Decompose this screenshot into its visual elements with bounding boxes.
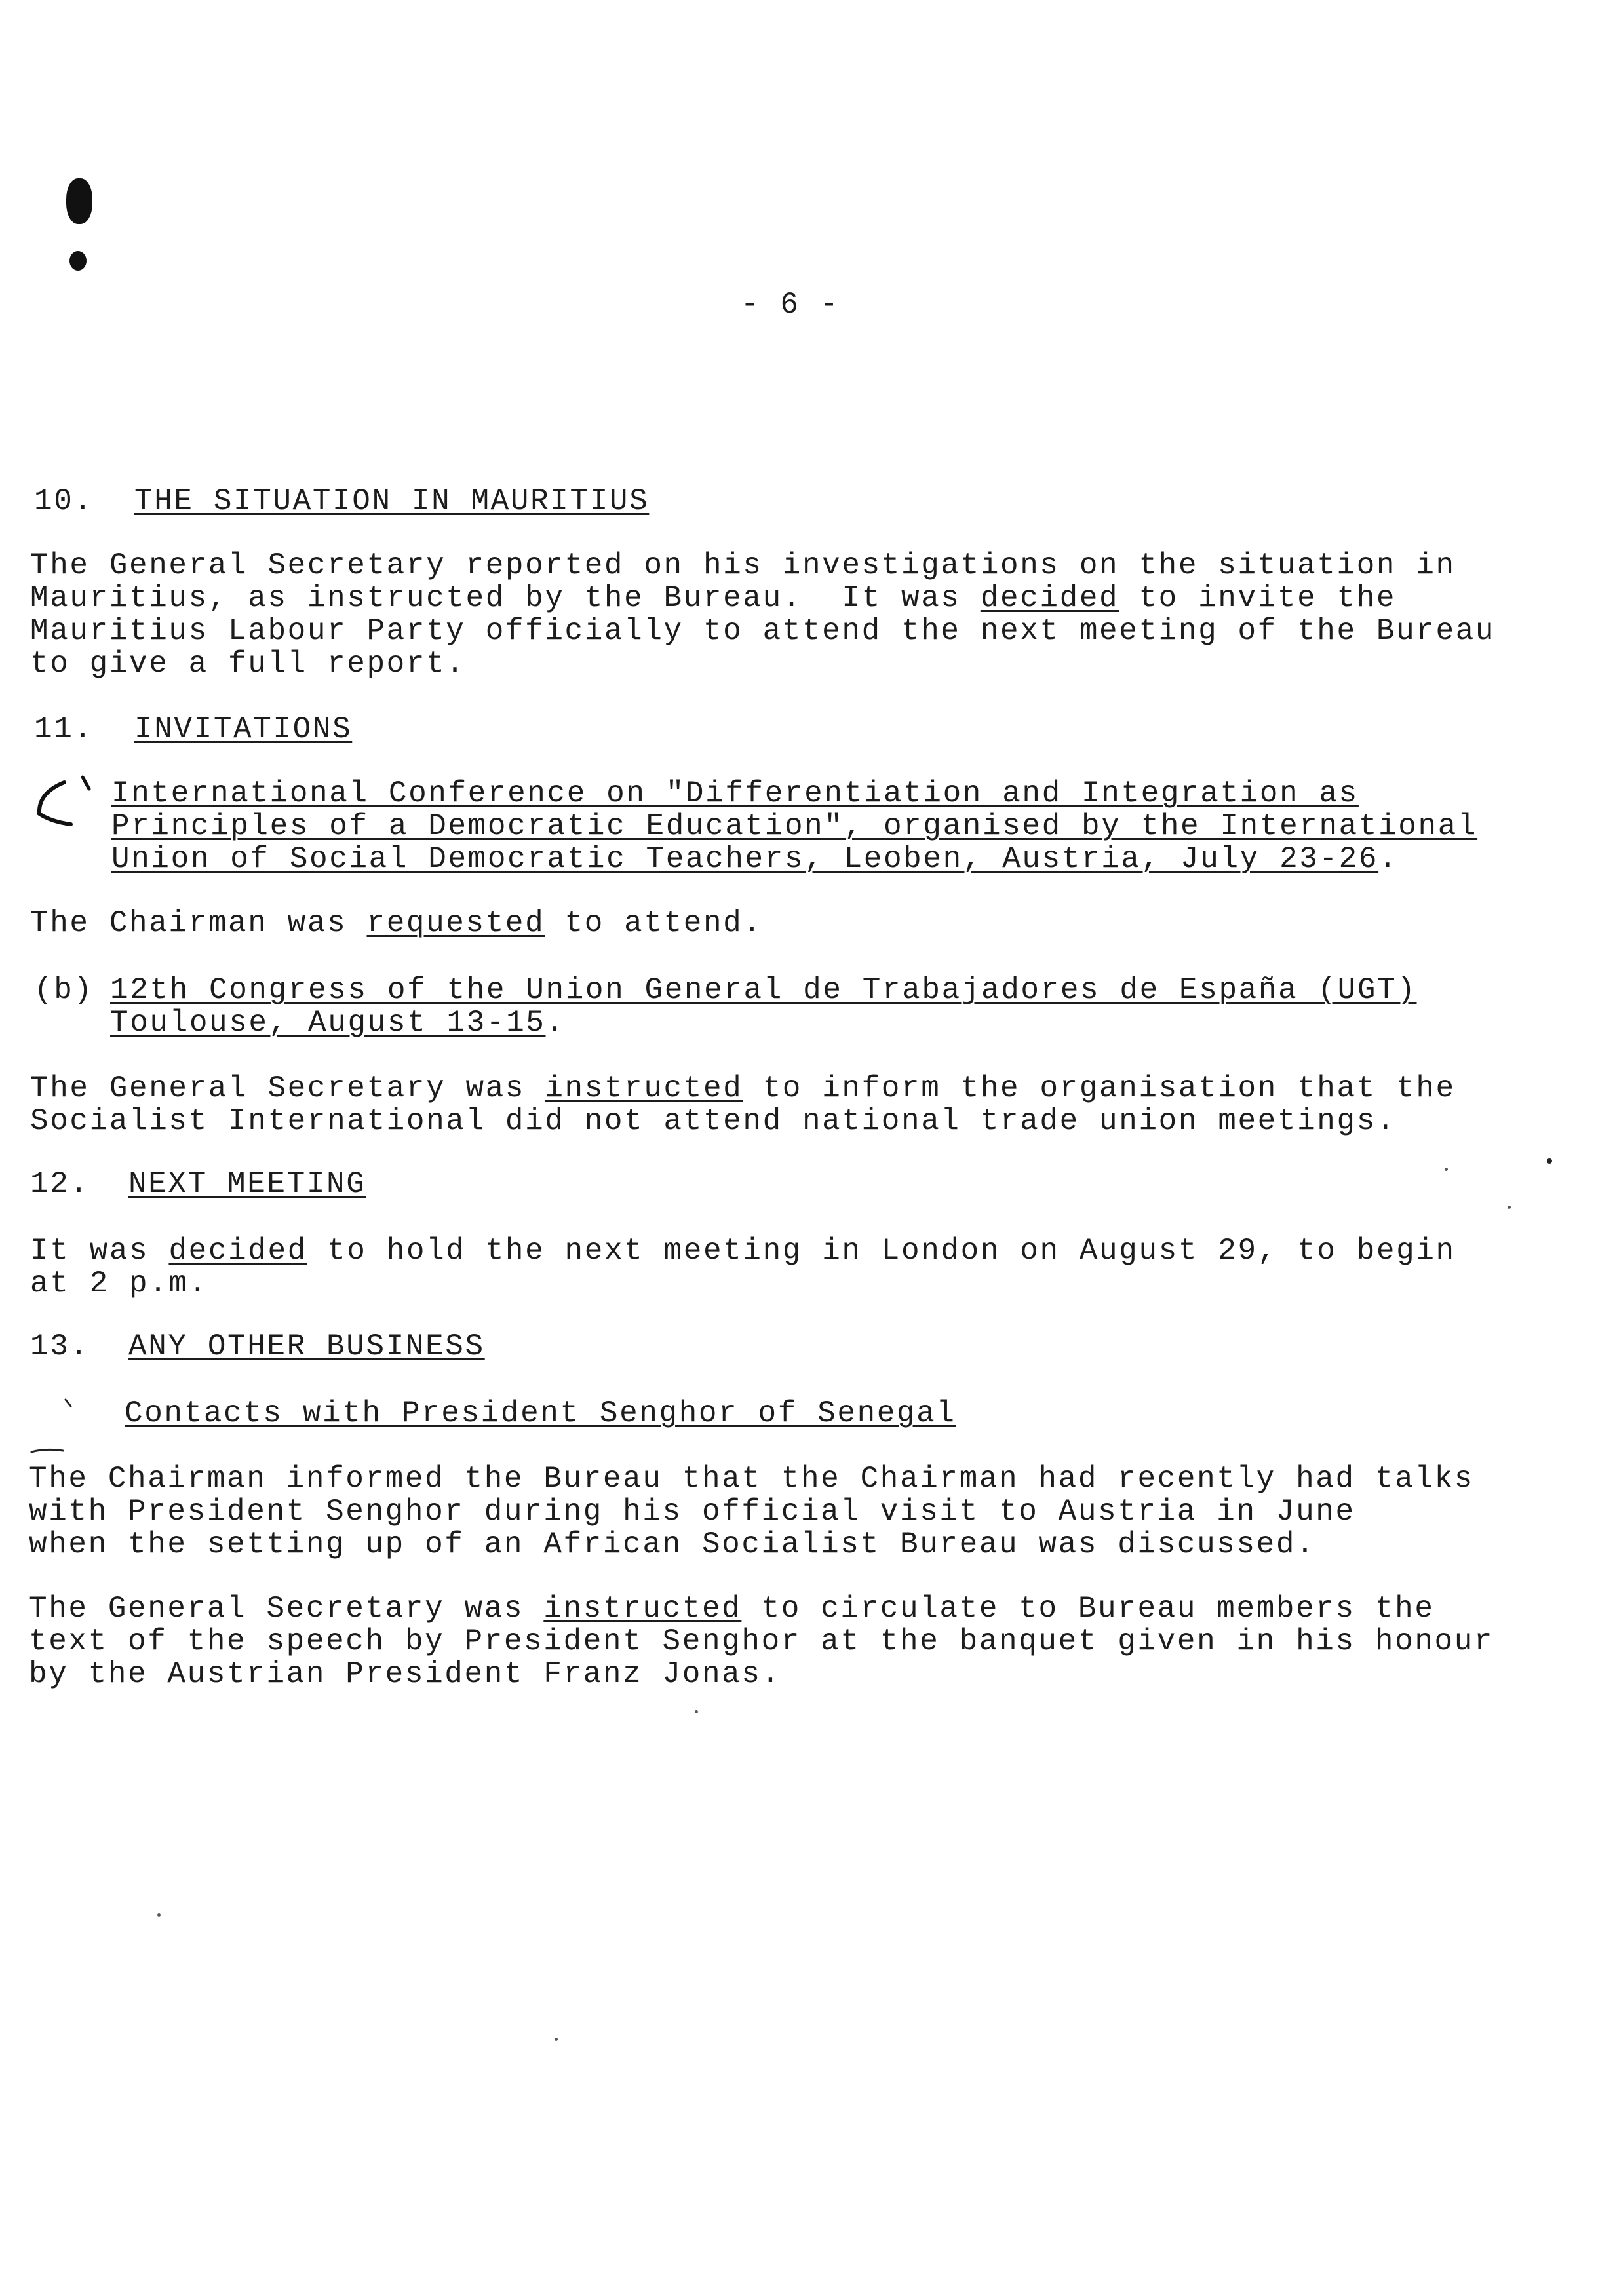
item-a-decision: The Chairman was requested to attend. [30,906,763,940]
paragraph [30,1234,1505,1307]
text-line: Toulouse, August 13-15. [110,1006,566,1040]
text-line: text of the speech by President Senghor at the banquet given in his honour [29,1624,1494,1658]
tick-mark [63,1397,76,1410]
paragraph [29,1592,1536,1697]
paragraph [30,548,1496,681]
scan-speck [695,1710,698,1713]
text-line: at 2 p.m. [30,1267,208,1301]
text-line: Principles of a Democratic Education", organised by the International [111,809,1478,843]
section-number: 13. [30,1330,90,1364]
item-b-label: (b) [34,973,94,1007]
text-line: The General Secretary reported on his investigations on the situation in [30,548,1456,583]
section-heading: INVITATIONS [134,712,353,746]
item-b-decision [30,1072,1505,1144]
text-line: with President Senghor during his official visit to Austria in June [29,1495,1355,1529]
section-heading: ANY OTHER BUSINESS [128,1330,485,1364]
text-line: Union of Social Democratic Teachers, Leoben, Austria, July 23-26. [111,842,1399,876]
text-line: Socialist International did not attend national trade union meetings. [30,1104,1397,1138]
text-line: when the setting up of an African Socialist Bureau was discussed. [29,1527,1316,1561]
text-line: International Conference on "Differentiation and Integration as [111,776,1359,811]
scan-speck [1508,1206,1511,1209]
page-number: - 6 - [741,288,840,322]
section-number: 10. [34,484,94,518]
section-number: 12. [30,1167,90,1201]
item-a-title [111,777,1586,882]
stroke-mark [29,1445,68,1459]
punch-hole-mark [69,251,87,271]
paragraph [29,1463,1536,1567]
text-line: Mauritius, as instructed by the Bureau. It was decided to invite the [30,581,1397,615]
text-line: The Chairman informed the Bureau that the Chairman had recently had talks [29,1462,1474,1496]
scan-speck [1445,1168,1448,1171]
section-number: 11. [34,712,94,746]
scan-speck [157,1913,161,1917]
text-line: 12th Congress of the Union General de Trabajadores de España (UGT) [110,973,1417,1007]
text-line: The General Secretary was instructed to inform the organisation that the [30,1071,1456,1105]
item-b-title [110,974,1552,1046]
handwritten-bracket-mark [25,773,97,832]
section-heading: THE SITUATION IN MAURITIUS [134,484,650,518]
section-heading: NEXT MEETING [128,1167,366,1201]
text-line: to give a full report. [30,647,466,681]
text-line: Mauritius Labour Party officially to attend the next meeting of the Bureau [30,614,1496,648]
scan-speck [1547,1158,1552,1164]
text-line: by the Austrian President Franz Jonas. [29,1657,781,1691]
subheading: Contacts with President Senghor of Senegal [125,1396,956,1430]
text-line: The General Secretary was instructed to circulate to Bureau members the [29,1592,1435,1626]
punch-hole-mark [66,178,92,224]
text-line: It was decided to hold the next meeting in London on August 29, to begin [30,1234,1456,1268]
scan-speck [555,2038,558,2041]
